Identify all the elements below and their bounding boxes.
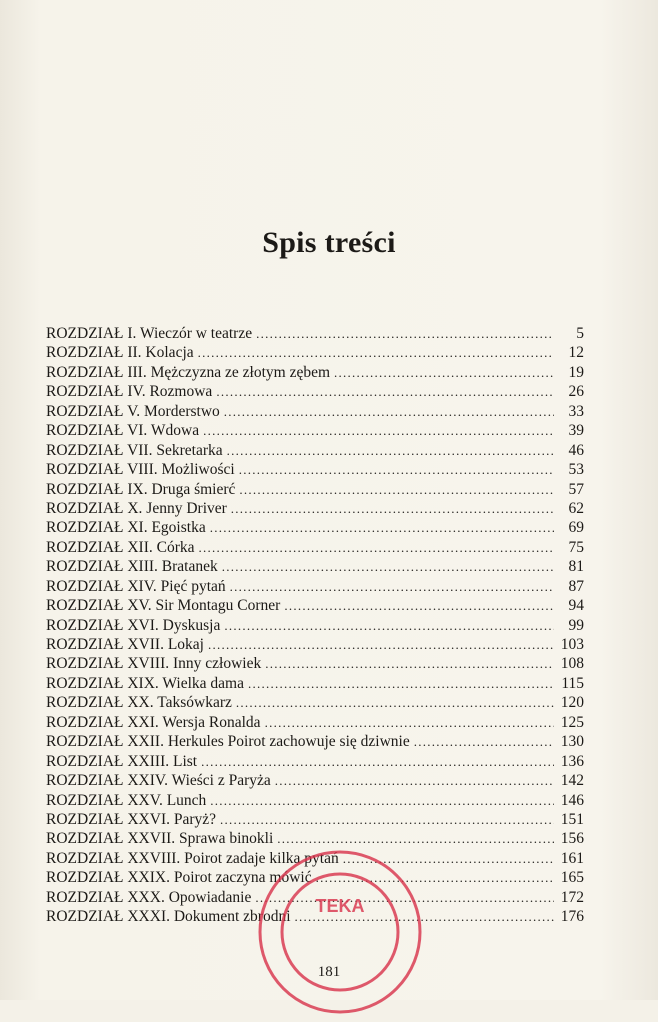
toc-entry [46,499,584,518]
toc-entry-page: 176 [560,908,584,926]
toc-entry-page: 172 [560,888,584,906]
toc-entry [46,343,584,362]
stamp-outer-ring [260,852,420,1012]
toc-entry-label: ROZDZIAŁ IX. Druga śmierć [46,480,236,498]
toc-entry [46,635,584,654]
toc-entry-page: 103 [560,636,584,653]
toc-entry-page: 142 [560,772,584,790]
dot-leader [227,441,554,460]
toc-entry [46,382,584,401]
toc-entry [46,771,584,790]
toc-entry-page: 161 [560,849,584,867]
toc-entry [46,480,584,499]
toc-entry [46,596,584,615]
dot-leader [203,421,554,440]
toc-entry-page: 53 [568,461,584,479]
toc-entry-label: ROZDZIAŁ XVIII. Inny człowiek [46,655,262,673]
page-title: Spis treści [262,226,396,260]
toc-entry-label: ROZDZIAŁ XX. Taksówkarz [46,694,232,712]
dot-leader [256,324,554,343]
toc-entry-page: 39 [568,422,584,440]
toc-entry [46,674,584,693]
toc-entry-label: ROZDZIAŁ XXIII. List [46,752,198,770]
toc-entry-page: 130 [560,733,584,751]
toc-entry-label: ROZDZIAŁ I. Wieczór w teatrze [46,325,253,342]
dot-leader [220,810,554,829]
toc-entry-label: ROZDZIAŁ XIX. Wielka dama [46,674,244,692]
toc-entry-page: 87 [568,577,584,595]
dot-leader [201,752,554,771]
toc-entry-label: ROZDZIAŁ XII. Córka [46,538,195,556]
table-of-contents [46,324,584,927]
toc-entry-page: 33 [568,402,584,420]
toc-entry-page: 136 [560,752,584,770]
dot-leader [248,674,554,693]
toc-entry-label: ROZDZIAŁ X. Jenny Driver [46,499,227,517]
toc-entry-label: ROZDZIAŁ XXV. Lunch [46,791,207,809]
toc-entry-page: 19 [568,363,584,381]
dot-leader [236,693,554,712]
toc-entry-label: ROZDZIAŁ IV. Rozmowa [46,383,213,401]
toc-entry [46,693,584,712]
library-stamp [250,842,430,1022]
toc-entry-page: 146 [560,791,584,809]
toc-entry [46,363,584,382]
dot-leader [216,382,554,401]
toc-entry [46,810,584,829]
stamp-center-text: TEKA [315,896,365,916]
toc-entry-label: ROZDZIAŁ VI. Wdowa [46,422,200,440]
toc-entry-page: 57 [568,480,584,498]
toc-entry-page: 81 [568,558,584,576]
toc-entry-label: ROZDZIAŁ XXI. Wersja Ronalda [46,713,261,731]
toc-entry-page: 75 [568,538,584,556]
toc-entry-page: 120 [560,694,584,712]
toc-entry-label: ROZDZIAŁ XIV. Pięć pytań [46,577,226,595]
toc-entry [46,441,584,460]
toc-entry [46,654,584,673]
dot-leader [265,654,554,673]
toc-entry-page: 5 [576,325,584,342]
toc-entry-label: ROZDZIAŁ XXVIII. Poirot zadaje kilka pytań [46,849,339,867]
toc-entry-label: ROZDZIAŁ XXII. Herkules Poirot zachowuje się dziwnie [46,733,410,751]
toc-entry [46,557,584,576]
toc-entry [46,460,584,479]
dot-leader [210,791,554,810]
toc-entry-label: ROZDZIAŁ XXVI. Paryż? [46,810,217,828]
dot-leader [222,557,554,576]
toc-entry-page: 108 [560,655,584,673]
toc-entry-page: 46 [568,441,584,459]
toc-entry-label: ROZDZIAŁ XXVII. Sprawa binokli [46,830,274,848]
dot-leader [224,616,554,635]
toc-entry-page: 99 [568,616,584,634]
toc-entry-label: ROZDZIAŁ XXIX. Poirot zaczyna mówić [46,869,312,887]
dot-leader [334,363,554,382]
dot-leader [414,732,554,751]
dot-leader [210,518,554,537]
toc-entry-label: ROZDZIAŁ XVI. Dyskusja [46,616,221,634]
dot-leader [230,577,554,596]
toc-entry-label: ROZDZIAŁ XXIV. Wieści z Paryża [46,772,271,790]
dot-leader [224,402,554,421]
toc-entry-page: 94 [568,597,584,615]
page-number: 181 [317,964,341,980]
toc-entry [46,732,584,751]
toc-entry [46,538,584,557]
toc-entry [46,752,584,771]
dot-leader [284,596,554,615]
dot-leader [265,713,554,732]
toc-entry-page: 115 [561,674,584,692]
toc-entry-page: 12 [568,344,584,362]
toc-entry-label: ROZDZIAŁ VIII. Możliwości [46,461,235,479]
toc-entry [46,616,584,635]
toc-entry [46,791,584,810]
toc-entry-label: ROZDZIAŁ XIII. Bratanek [46,558,218,576]
dot-leader [239,460,554,479]
toc-entry [46,577,584,596]
toc-entry [46,324,584,343]
toc-entry [46,713,584,732]
toc-entry-page: 151 [560,810,584,828]
toc-entry-label: ROZDZIAŁ V. Morderstwo [46,402,220,420]
dot-leader [198,343,554,362]
toc-entry-page: 26 [568,383,584,401]
toc-entry-label: ROZDZIAŁ XV. Sir Montagu Corner [46,597,281,615]
dot-leader [239,480,554,499]
toc-entry-label: ROZDZIAŁ XXX. Opowiadanie [46,888,252,906]
toc-entry-label: ROZDZIAŁ XXXI. Dokument zbrodni [46,908,291,926]
toc-entry-label: ROZDZIAŁ VII. Sekretarka [46,441,223,459]
toc-entry-page: 165 [560,869,584,887]
toc-entry-page: 156 [560,830,584,848]
toc-entry-label: ROZDZIAŁ XI. Egoistka [46,519,206,537]
toc-entry [46,518,584,537]
dot-leader [199,538,554,557]
toc-entry [46,421,584,440]
dot-leader [208,635,554,654]
toc-entry-page: 62 [568,499,584,517]
toc-entry-label: ROZDZIAŁ III. Mężczyzna ze złotym zębem [46,363,331,381]
dot-leader [231,499,554,518]
toc-entry-label: ROZDZIAŁ II. Kolacja [46,344,194,362]
toc-entry-page: 69 [568,519,584,537]
dot-leader [275,771,554,790]
toc-entry [46,402,584,421]
toc-entry-page: 125 [560,713,584,731]
toc-entry-label: ROZDZIAŁ XVII. Lokaj [46,636,204,653]
